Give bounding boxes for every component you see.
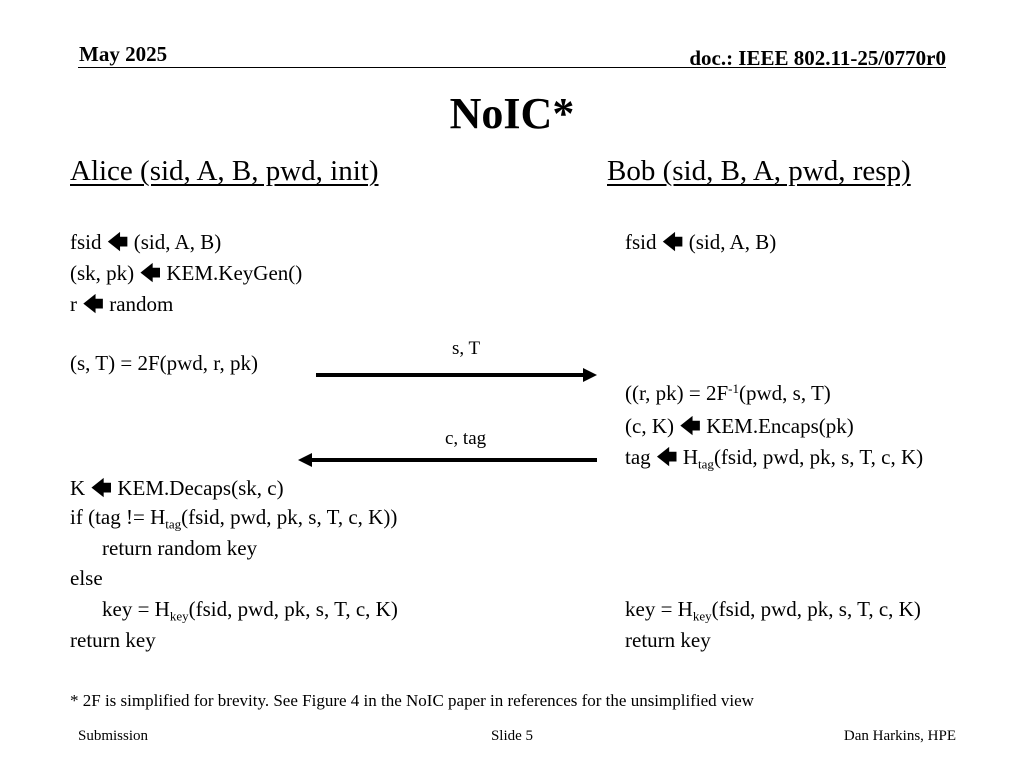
bob-tag-lhs: tag bbox=[625, 445, 651, 469]
arrow-alice-to-bob-head bbox=[583, 368, 597, 382]
alice-if-post: (fsid, pwd, pk, s, T, c, K)) bbox=[181, 505, 398, 529]
arrow-bob-to-alice bbox=[298, 453, 597, 467]
bob-key-pre: key = H bbox=[625, 597, 693, 621]
alice-return-random-line: return random key bbox=[102, 536, 258, 560]
alice-fsid-lhs: fsid bbox=[70, 230, 102, 254]
footer-submission: Submission bbox=[78, 728, 149, 744]
header-doc-id: doc.: IEEE 802.11-25/0770r0 bbox=[689, 46, 946, 70]
bob-tag-h: H bbox=[682, 445, 699, 469]
bob-inv-pre: ((r, pk) = 2F bbox=[625, 381, 729, 405]
bob-tag-post: (fsid, pwd, pk, s, T, c, K) bbox=[713, 445, 924, 469]
bob-fsid-rhs: (sid, A, B) bbox=[688, 230, 777, 254]
bob-key-sub: key bbox=[692, 608, 712, 624]
alice-keygen-lhs: (sk, pk) bbox=[70, 261, 135, 285]
left-arrow-icon: 🡄 bbox=[90, 476, 113, 500]
alice-decaps-lhs: K bbox=[70, 476, 86, 500]
alice-key-post: (fsid, pwd, pk, s, T, c, K) bbox=[188, 597, 398, 621]
alice-key-sub: key bbox=[169, 608, 189, 624]
left-arrow-icon: 🡄 bbox=[139, 261, 162, 285]
alice-2f-line: (s, T) = 2F(pwd, r, pk) bbox=[70, 351, 258, 375]
left-arrow-icon: 🡄 bbox=[655, 445, 678, 469]
alice-return-key-line: return key bbox=[70, 628, 156, 652]
left-arrow-icon: 🡄 bbox=[679, 414, 701, 438]
bob-inv-post: (pwd, s, T) bbox=[739, 381, 831, 405]
alice-keygen-rhs: KEM.KeyGen() bbox=[166, 261, 303, 285]
footer-slide-number: Slide 5 bbox=[490, 728, 534, 744]
footnote: * 2F is simplified for brevity. See Figure 4 in the NoIC paper in references for the unsimplified view bbox=[70, 691, 754, 710]
bob-heading: Bob (sid, B, A, pwd, resp) bbox=[607, 155, 911, 187]
alice-decaps-rhs: KEM.Decaps(sk, c) bbox=[117, 476, 284, 500]
header-date: May 2025 bbox=[79, 42, 168, 66]
alice-random-rhs: random bbox=[109, 292, 174, 316]
alice-if-pre: if (tag != H bbox=[70, 505, 166, 529]
slide-title: NoIC* bbox=[449, 89, 575, 138]
bob-tag-sub: tag bbox=[698, 456, 714, 472]
bob-inv-sup: -1 bbox=[728, 380, 739, 396]
bob-encaps-lhs: (c, K) bbox=[625, 414, 674, 438]
left-arrow-icon: 🡄 bbox=[82, 292, 104, 316]
alice-random-lhs: r bbox=[70, 292, 77, 316]
alice-else-line: else bbox=[70, 566, 103, 590]
bob-key-post: (fsid, pwd, pk, s, T, c, K) bbox=[711, 597, 921, 621]
alice-if-sub: tag bbox=[165, 516, 182, 532]
bob-fsid-lhs: fsid bbox=[625, 230, 657, 254]
alice-heading: Alice (sid, A, B, pwd, init) bbox=[70, 155, 379, 187]
left-arrow-icon: 🡄 bbox=[661, 230, 684, 254]
bob-encaps-rhs: KEM.Encaps(pk) bbox=[706, 414, 854, 438]
alice-fsid-rhs: (sid, A, B) bbox=[133, 230, 222, 254]
left-arrow-icon: 🡄 bbox=[106, 230, 129, 254]
bob-return-key-line: return key bbox=[625, 628, 711, 652]
alice-key-pre: key = H bbox=[102, 597, 170, 621]
message-c-tag-label: c, tag bbox=[445, 428, 487, 449]
arrow-alice-to-bob bbox=[316, 368, 597, 382]
arrow-bob-to-alice-head bbox=[298, 453, 312, 467]
message-s-t-label: s, T bbox=[452, 338, 481, 359]
footer-author: Dan Harkins, HPE bbox=[843, 728, 956, 744]
